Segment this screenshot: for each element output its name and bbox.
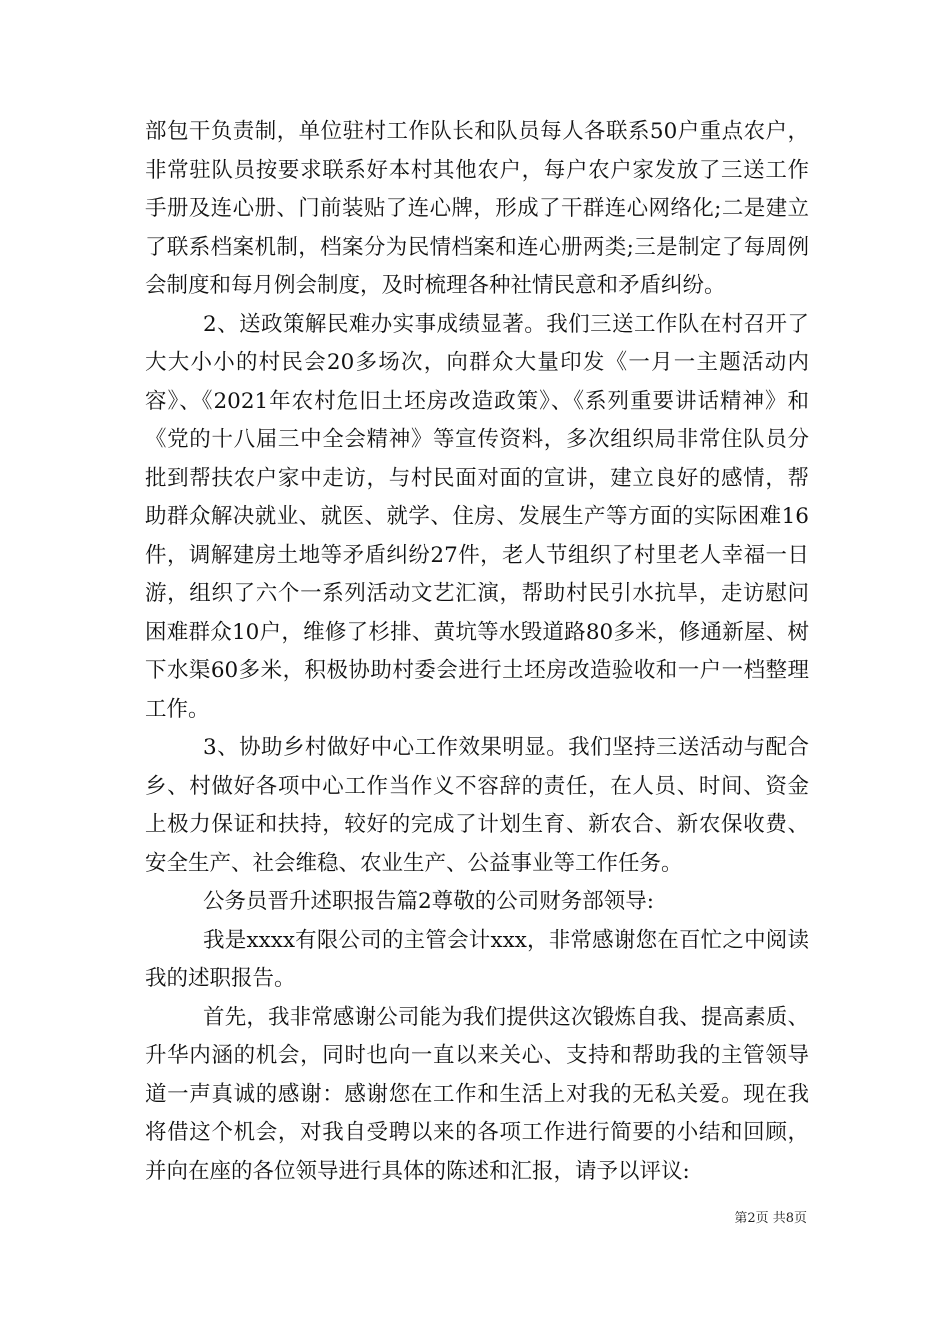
paragraph-thanks: 首先，我非常感谢公司能为我们提供这次锻炼自我、提高素质、升华内涵的机会，同时也向一直以来关心、支持和帮助我的主管领导道一声真诚的感谢：感谢您在工作和生活上对我的无私关爱。现在我将借这个机会，对我自受聘以来的各项工作进行简要的小结和回顾，并向在座的各位领导进行具体的陈述和汇报，请予以评议:: [145, 1004, 809, 1184]
section-heading: 公务员晋升述职报告篇2尊敬的公司财务部领导:: [203, 889, 654, 914]
document-body: [145, 113, 809, 1191]
page-number: 第2页 共8页: [734, 1211, 807, 1226]
paragraph-item-2: 2、送政策解民难办实事成绩显著。我们三送工作队在村召开了大大小小的村民会20多场次，向群众大量印发《一月一主题活动内容》、《2021年农村危旧土坯房改造政策》、《系列重要讲话精神》和《党的十八届三中全会精神》等宣传资料，多次组织局非常住队员分批到帮扶农户家中走访，与村民面对面的宣讲，建立良好的感情，帮助群众解决就业、就医、就学、住房、发展生产等方面的实际困难16件，调解建房土地等矛盾纠纷27件，老人节组织了村里老人幸福一日游，组织了六个一系列活动文艺汇演，帮助村民引水抗旱，走访慰问困难群众10户，维修了杉排、黄坑等水毁道路80多米，修通新屋、树下水渠60多米，积极协助村委会进行土坯房改造验收和一户一档整理工作。: [145, 311, 809, 722]
paragraph-intro: 我是xxxx有限公司的主管会计xxx，非常感谢您在百忙之中阅读我的述职报告。: [145, 927, 809, 991]
paragraph-continuation: 部包干负责制，单位驻村工作队长和队员每人各联系50户重点农户，非常驻队员按要求联系好本村其他农户，每户农户家发放了三送工作手册及连心册、门前装贴了连心牌，形成了干群连心网络化;二是建立了联系档案机制，档案分为民情档案和连心册两类;三是制定了每周例会制度和每月例会制度，及时梳理各种社情民意和矛盾纠纷。: [145, 119, 809, 298]
paragraph-item-3: 3、协助乡村做好中心工作效果明显。我们坚持三送活动与配合乡、村做好各项中心工作当作义不容辞的责任，在人员、时间、资金上极力保证和扶持，较好的完成了计划生育、新农合、新农保收费、安全生产、社会维稳、农业生产、公益事业等工作任务。: [145, 735, 809, 876]
